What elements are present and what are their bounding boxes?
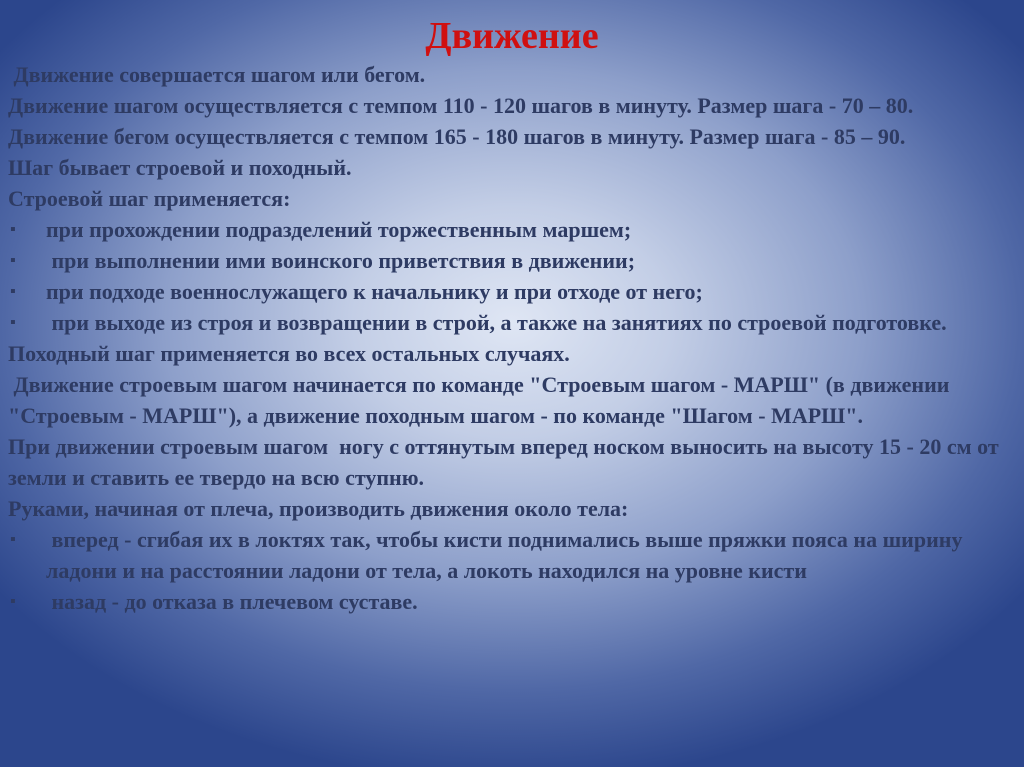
list-item-text: при прохождении подразделений торжественным маршем; [46, 217, 632, 242]
bullet-square-icon: ▪ [10, 531, 16, 548]
paragraph-arm-technique: Руками, начиная от плеча, производить движения около тела: [8, 496, 629, 521]
list-item-text: при выполнении ими воинского приветствия в движении; [46, 248, 636, 273]
paragraph-march-step-usage: Походный шаг применяется во всех остальных случаях. [8, 341, 570, 366]
bullet-square-icon: ▪ [10, 593, 16, 610]
list-item-text: при подходе военнослужащего к начальнику и при отходе от него; [46, 279, 703, 304]
list-item [8, 276, 1008, 307]
bullet-square-icon: ▪ [10, 283, 16, 300]
bullet-square-icon: ▪ [10, 252, 16, 269]
paragraph-commands: Движение строевым шагом начинается по команде "Строевым шагом - МАРШ" (в движении "Строевым - МАРШ"), а движение походным шагом - по команде "Шагом - МАРШ". [8, 372, 955, 428]
paragraph-drill-step-usage: Строевой шаг применяется: [8, 186, 291, 211]
list-item-text: при выходе из строя и возвращении в строй, а также на занятиях по строевой подготовке. [46, 310, 947, 335]
paragraph-walking-pace: Движение шагом осуществляется с темпом 110 - 120 шагов в минуту. Размер шага - 70 – 80. [8, 93, 914, 118]
paragraph-leg-technique: При движении строевым шагом ногу с оттянутым вперед носком выносить на высоту 15 - 20 см от земли и ставить ее твердо на всю ступню. [8, 434, 1005, 490]
slide-title: Движение [425, 15, 599, 57]
list-item-text: назад - до отказа в плечевом суставе. [46, 589, 418, 614]
slide-body [8, 59, 1008, 617]
bullet-square-icon: ▪ [10, 221, 16, 238]
list-item [8, 586, 1008, 617]
list-item [8, 245, 1008, 276]
list-item [8, 524, 1008, 586]
paragraph-running-pace: Движение бегом осуществляется с темпом 165 - 180 шагов в минуту. Размер шага - 85 – 90. [8, 124, 906, 149]
bullet-square-icon: ▪ [10, 314, 16, 331]
paragraph-movement-types: Движение совершается шагом или бегом. [8, 62, 426, 87]
list-item [8, 214, 1008, 245]
list-item-text: вперед - сгибая их в локтях так, чтобы кисти поднимались выше пряжки пояса на ширину ладони и на расстоянии ладони от тела, а локоть находился на уровне кисти [46, 527, 968, 583]
list-item [8, 307, 1008, 338]
paragraph-step-types: Шаг бывает строевой и походный. [8, 155, 352, 180]
